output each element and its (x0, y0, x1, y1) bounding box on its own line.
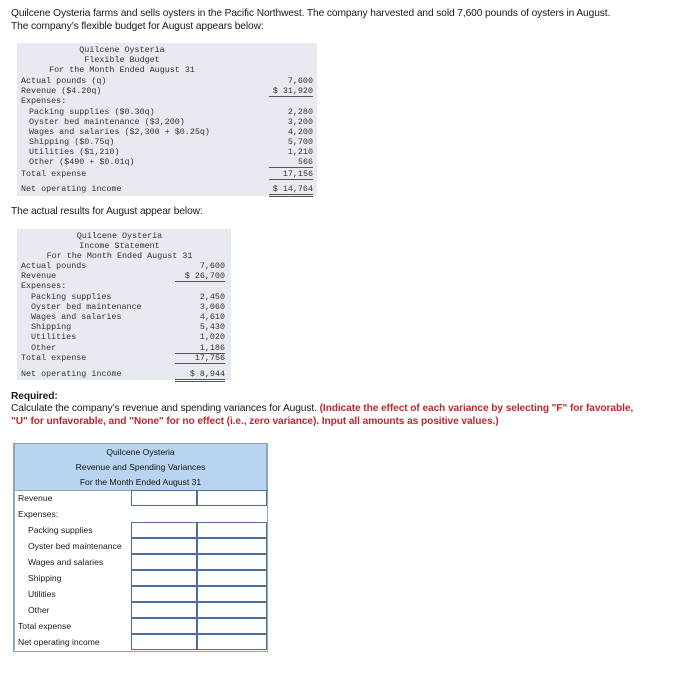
income-row-label: Wages and salaries (31, 312, 122, 322)
income-row-value: 1,186 (175, 343, 225, 354)
variance-title: Quilcene Oysteria (106, 447, 175, 457)
income-period: For the Month Ended August 31 (46, 251, 193, 261)
income-row-value: 1,020 (199, 332, 225, 342)
variance-amount-input[interactable] (131, 554, 197, 570)
flex-row-label: Packing supplies ($0.30q) (29, 107, 155, 117)
income-row-value: 4,610 (199, 312, 225, 322)
income-row-label: Actual pounds (21, 261, 87, 271)
variance-amount-input[interactable] (131, 490, 197, 506)
flex-row-value: $ 14,764 (269, 184, 313, 197)
variance-row-label: Net operating income (18, 637, 100, 647)
flex-row-label: Other ($490 + $0.01q) (29, 157, 135, 167)
variance-row-label: Other (28, 605, 50, 615)
flex-row-value: 1,210 (287, 147, 313, 157)
flex-subtitle: Flexible Budget (84, 55, 160, 65)
income-subtitle: Income Statement (79, 241, 160, 251)
variance-amount-input[interactable] (131, 538, 197, 554)
income-row-value: 17,756 (175, 353, 225, 364)
income-row-value: 7,600 (199, 261, 225, 271)
income-row-label: Shipping (31, 322, 72, 332)
variance-subtitle: Revenue and Spending Variances (75, 462, 206, 472)
variance-effect-select[interactable] (197, 490, 267, 506)
variance-row-label: Oyster bed maintenance (28, 541, 122, 551)
flex-period: For the Month Ended August 31 (49, 65, 195, 75)
flexible-budget-table (17, 43, 317, 196)
variance-row-expenses (14, 506, 268, 522)
income-row-label: Total expense (21, 353, 87, 363)
flex-title: Quilcene Oysteria (79, 45, 165, 55)
variance-row-shipping (14, 570, 268, 586)
income-row-label: Packing supplies (31, 292, 112, 302)
variance-effect-select[interactable] (197, 522, 267, 538)
income-row-label: Other (31, 343, 57, 353)
flex-row-label: Oyster bed maintenance ($3,200) (29, 117, 185, 127)
variance-row-total-expense (14, 618, 268, 634)
variance-amount-input[interactable] (131, 522, 197, 538)
variance-row-utilities (14, 586, 268, 602)
flex-row-value: 3,200 (287, 117, 313, 127)
variance-row-label: Expenses: (18, 509, 59, 519)
variance-period: For the Month Ended August 31 (79, 477, 202, 487)
flex-row-label: Wages and salaries ($2,300 + $0.25q) (29, 127, 210, 137)
variance-row-wages-and-salaries (14, 554, 268, 570)
variance-effect-select[interactable] (197, 538, 267, 554)
flex-row-value: 7,600 (287, 76, 313, 86)
income-row-label: Net operating income (21, 369, 122, 379)
required-heading: Required: (11, 391, 58, 402)
flex-row-value: 17,156 (269, 169, 313, 180)
flex-row-label: Revenue ($4.20q) (21, 86, 102, 96)
flex-row-label: Net operating income (21, 184, 122, 194)
income-row-value: 3,060 (199, 302, 225, 312)
flex-row-label: Actual pounds (q) (21, 76, 107, 86)
variance-table (13, 443, 268, 652)
variance-amount-input[interactable] (131, 602, 197, 618)
variance-row-label: Revenue (18, 493, 53, 503)
variance-effect-select[interactable] (197, 602, 267, 618)
flex-row-value: $ 31,920 (269, 86, 313, 97)
variance-effect-select[interactable] (197, 554, 267, 570)
variance-amount-input[interactable] (131, 586, 197, 602)
flex-row-label: Utilities ($1,210) (29, 147, 120, 157)
variance-row-net-operating-income (14, 634, 268, 650)
income-statement-table (17, 229, 231, 380)
variance-row-label: Shipping (28, 573, 62, 583)
variance-effect-select[interactable] (197, 634, 267, 650)
variance-row-label: Wages and salaries (28, 557, 104, 567)
income-row-value: 2,450 (199, 292, 225, 302)
flex-row-value: 2,280 (287, 107, 313, 117)
variance-row-revenue (14, 490, 268, 506)
variance-header (14, 443, 267, 491)
required-task: Calculate the company’s revenue and spending variances for August. (11, 403, 317, 414)
income-row-label: Expenses: (21, 281, 67, 291)
income-row-label: Oyster bed maintenance (31, 302, 142, 312)
required-text (11, 403, 651, 428)
variance-row-label: Utilities (28, 589, 56, 599)
income-row-value: 5,430 (199, 322, 225, 332)
flex-row-value: 566 (269, 157, 313, 168)
variance-amount-input[interactable] (131, 634, 197, 650)
variance-effect-select[interactable] (197, 618, 267, 634)
variance-row-other (14, 602, 268, 618)
income-row-label: Revenue (21, 271, 57, 281)
variance-effect-select[interactable] (197, 570, 267, 586)
flex-row-value: 4,200 (287, 127, 313, 137)
income-row-label: Utilities (31, 332, 77, 342)
flex-row-label: Total expense (21, 169, 87, 179)
variance-row-label: Total expense (18, 621, 72, 631)
income-row-value: $ 8,944 (175, 369, 225, 382)
required-instruction: (Indicate the effect of each variance by selecting "F" for favorable, "U" for unfavorable, and "None" for no effect (i.e., zero variance). Input all amounts as positive values.) (11, 403, 634, 427)
variance-row-label: Packing supplies (28, 525, 93, 535)
variance-row-oyster-bed-maintenance (14, 538, 268, 554)
variance-amount-input[interactable] (131, 570, 197, 586)
variance-row-packing-supplies (14, 522, 268, 538)
variance-amount-input[interactable] (131, 618, 197, 634)
actual-intro-text: The actual results for August appear below: (11, 206, 203, 217)
flex-row-value: 5,700 (287, 137, 313, 147)
intro-text: Quilcene Oysteria farms and sells oysters in the Pacific Northwest. The company harvested and sold 7,600 pounds of oysters in August. The company’s flexible budget for August appears below: (11, 8, 611, 32)
income-row-value: $ 26,700 (175, 271, 225, 282)
flex-row-label: Shipping ($0.75q) (29, 137, 115, 147)
income-title: Quilcene Oysteria (76, 231, 163, 241)
flex-row-label: Expenses: (21, 96, 67, 106)
variance-effect-select[interactable] (197, 586, 267, 602)
